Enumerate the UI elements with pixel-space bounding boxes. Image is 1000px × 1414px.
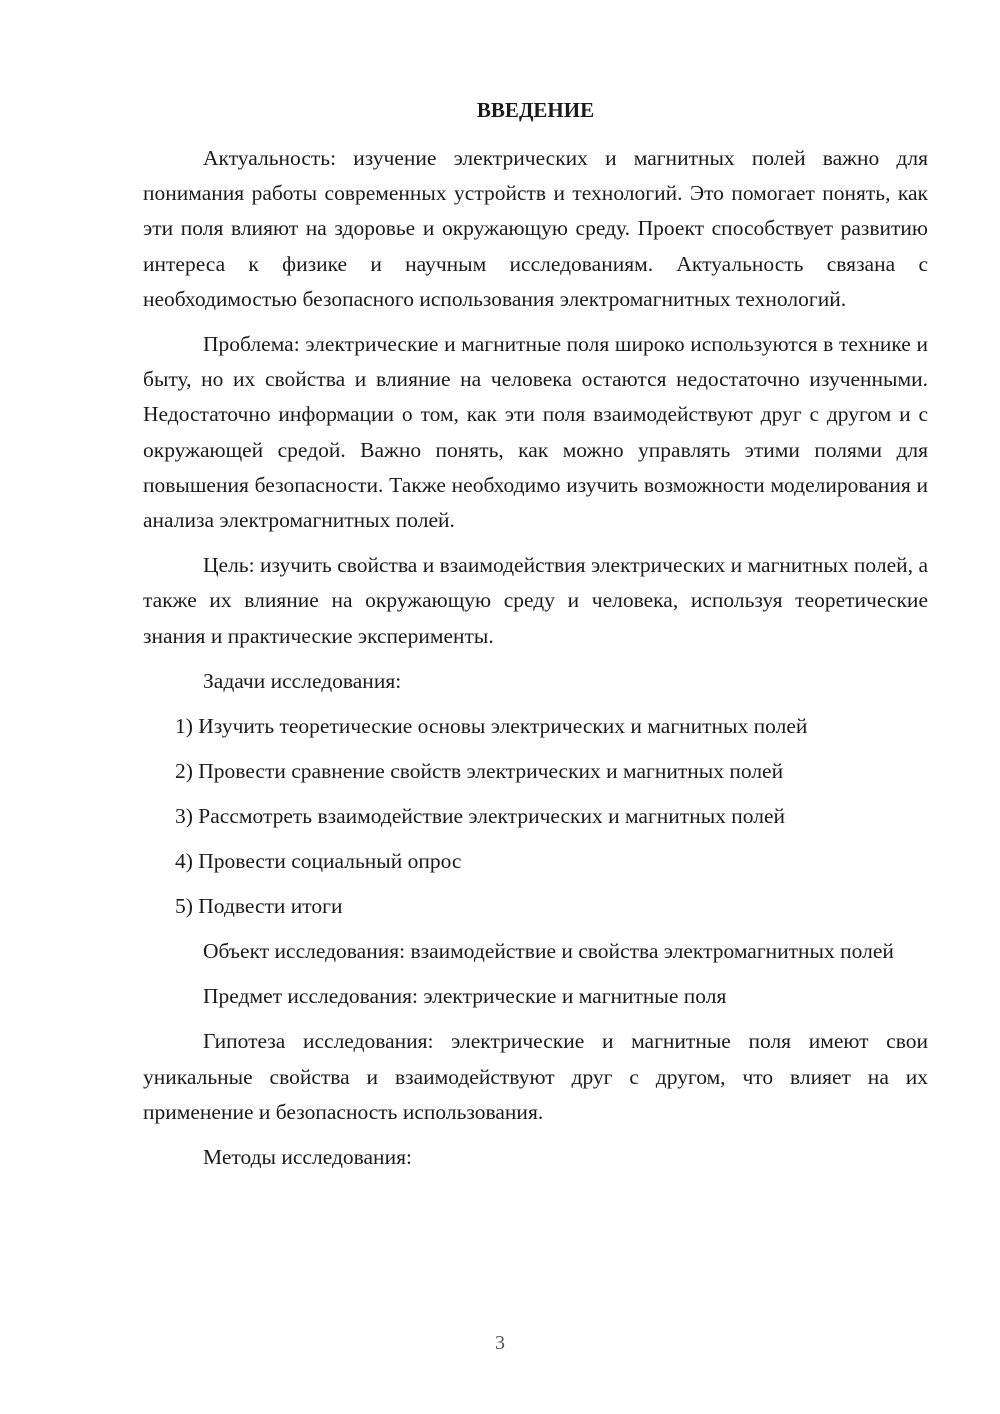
paragraph-hypothesis: Гипотеза исследования: электрические и магнитные поля имеют свои уникальные свойства и взаимодействуют друг с другом, что влияет на их применение и безопасность использования. bbox=[143, 1029, 928, 1124]
paragraph-relevance: Актуальность: изучение электрических и магнитных полей важно для понимания работы современных устройств и технологий. Это помогает понять, как эти поля влияют на здоровье и окружающую среду. Проект способствует развитию интереса к физике и научным исследованиям. Актуальность связана с необходимостью безопасного использования электромагнитных технологий. bbox=[143, 146, 928, 311]
paragraph-methods: Методы исследования: bbox=[203, 1145, 412, 1170]
tasks-heading: Задачи исследования: bbox=[203, 668, 402, 693]
section-title: ВВЕДЕНИЕ bbox=[476, 98, 595, 122]
list-item: 4) Провести социальный опрос bbox=[175, 849, 462, 874]
paragraph-problem: Проблема: электрические и магнитные поля широко используются в технике и быту, но их свойства и влияние на человека остаются недостаточно изученными. Недостаточно информации о том, как эти поля взаимодействуют друг с другом и с окружающей средой. Важно понять, как можно управлять этими полями для повышения безопасности. Также необходимо изучить возможности моделирования и анализа электромагнитных полей. bbox=[143, 332, 928, 533]
tasks-list bbox=[143, 709, 928, 924]
paragraph-object: Объект исследования: взаимодействие и свойства электромагнитных полей bbox=[203, 939, 894, 964]
paragraph-subject: Предмет исследования: электрические и магнитные поля bbox=[203, 984, 727, 1009]
list-item: 2) Провести сравнение свойств электрических и магнитных полей bbox=[175, 759, 784, 784]
list-item: 5) Подвести итоги bbox=[175, 894, 343, 919]
list-item: 3) Рассмотреть взаимодействие электрических и магнитных полей bbox=[175, 804, 786, 829]
document-page bbox=[143, 95, 928, 1185]
page-number: 3 bbox=[495, 1332, 505, 1354]
paragraph-goal: Цель: изучить свойства и взаимодействия электрических и магнитных полей, а также их влияние на окружающую среду и человека, используя теоретические знания и практические эксперименты. bbox=[143, 553, 928, 648]
list-item: 1) Изучить теоретические основы электрических и магнитных полей bbox=[175, 714, 808, 739]
